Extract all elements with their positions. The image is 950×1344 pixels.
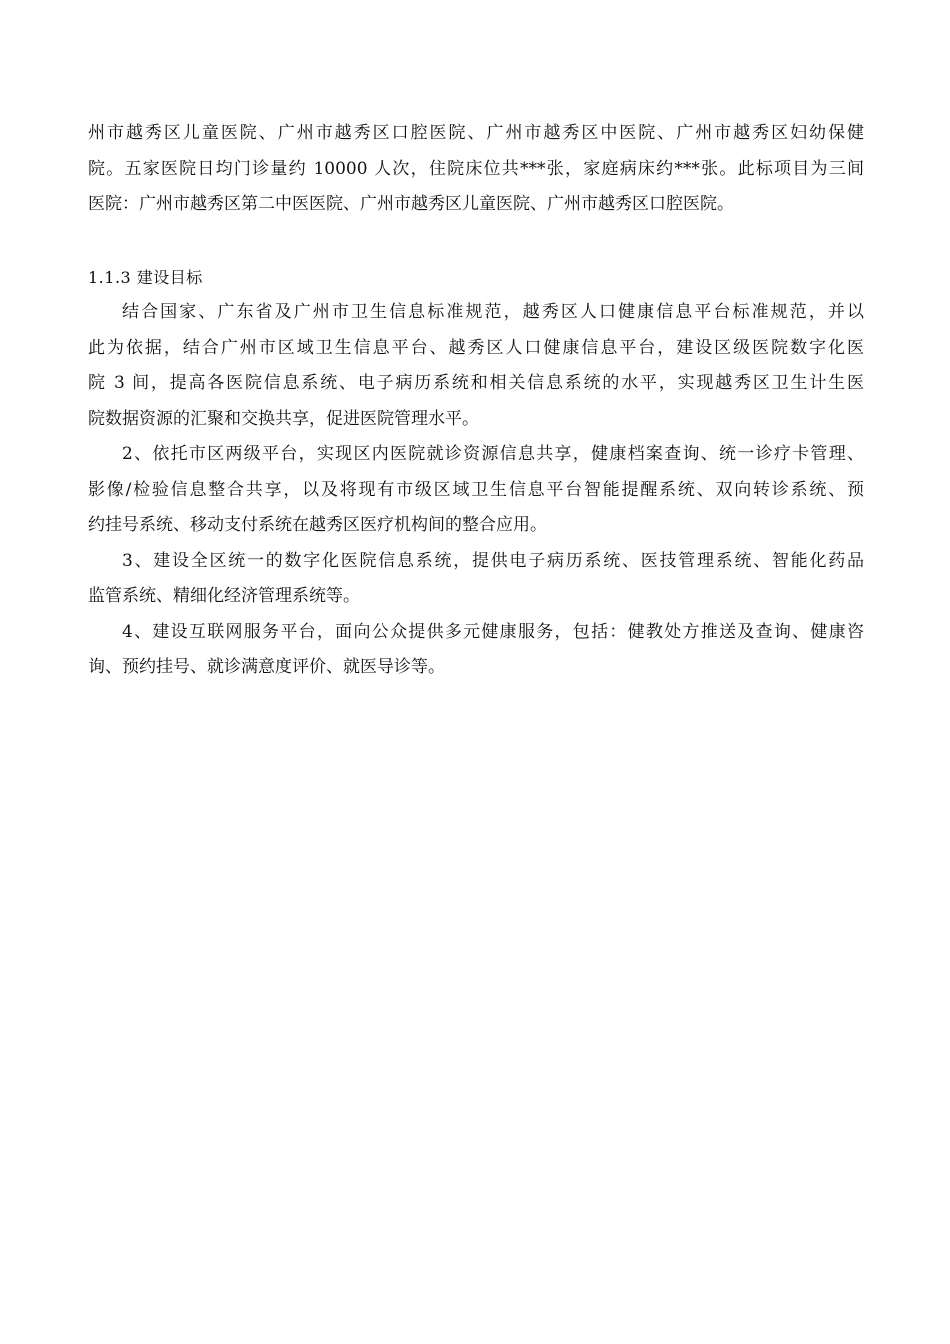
goal-paragraph-2 xyxy=(88,437,864,544)
text-line: 影像/检验信息整合共享，以及将现有市级区域卫生信息平台智能提醒系统、双向转诊系统、预 xyxy=(88,479,864,500)
document-page xyxy=(88,116,864,686)
section-heading: 1.1.3 建设目标 xyxy=(88,267,203,287)
goal-paragraph-1 xyxy=(88,295,864,437)
text-line: 监管系统、精细化经济管理系统等。 xyxy=(88,586,360,606)
text-line: 院。五家医院日均门诊量约 10000 人次，住院床位共***张，家庭病床约***张。此标项目为三间 xyxy=(88,158,864,179)
text-line: 医院：广州市越秀区第二中医医院、广州市越秀区儿童医院、广州市越秀区口腔医院。 xyxy=(88,194,734,214)
text-line: 2、依托市区两级平台，实现区内医院就诊资源信息共享，健康档案查询、统一诊疗卡管理、 xyxy=(122,444,864,464)
text-line: 4、建设互联网服务平台，面向公众提供多元健康服务，包括：健教处方推送及查询、健康咨 xyxy=(122,621,864,642)
text-line: 此为依据，结合广州市区域卫生信息平台、越秀区人口健康信息平台，建设区级医院数字化医 xyxy=(88,337,864,358)
spacer xyxy=(88,223,864,260)
goal-paragraph-3 xyxy=(88,544,864,615)
text-line: 院数据资源的汇聚和交换共享，促进医院管理水平。 xyxy=(88,408,479,429)
text-line: 院 3 间，提高各医院信息系统、电子病历系统和相关信息系统的水平，实现越秀区卫生计生医 xyxy=(88,373,864,393)
goal-paragraph-4 xyxy=(88,615,864,686)
intro-paragraph xyxy=(88,116,864,223)
text-line: 州市越秀区儿童医院、广州市越秀区口腔医院、广州市越秀区中医院、广州市越秀区妇幼保健 xyxy=(88,123,864,143)
text-line: 约挂号系统、移动支付系统在越秀区医疗机构间的整合应用。 xyxy=(88,515,547,535)
text-line: 3、建设全区统一的数字化医院信息系统，提供电子病历系统、医技管理系统、智能化药品 xyxy=(122,550,864,571)
text-line: 询、预约挂号、就诊满意度评价、就医导诊等。 xyxy=(88,657,445,677)
text-line: 结合国家、广东省及广州市卫生信息标准规范，越秀区人口健康信息平台标准规范，并以 xyxy=(122,302,864,322)
